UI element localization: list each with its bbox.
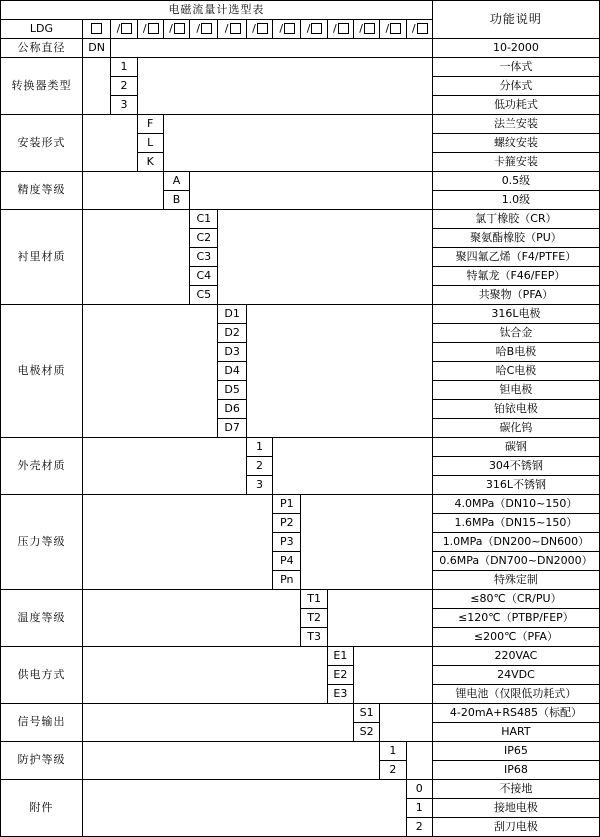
spacer-right [111, 39, 433, 58]
desc-cell: 聚氨酯橡胶（PU） [432, 229, 599, 248]
desc-cell: 不接地 [432, 780, 599, 799]
model-box-0 [82, 20, 110, 39]
desc-cell: 哈B电极 [432, 343, 599, 362]
spacer-left [82, 590, 301, 647]
table-row [1, 438, 600, 457]
spacer-left [82, 305, 218, 438]
model-box-3: / [163, 20, 189, 39]
spacer-left [82, 172, 163, 210]
code-cell[interactable]: P4 [273, 552, 301, 571]
row-label: 信号输出 [1, 704, 83, 742]
row-label: 安装形式 [1, 115, 83, 172]
desc-cell: 304不锈钢 [432, 457, 599, 476]
spacer-left [82, 210, 189, 305]
table-row [1, 495, 600, 514]
desc-cell: 10-2000 [432, 39, 599, 58]
code-cell[interactable]: A [163, 172, 189, 191]
code-cell[interactable]: K [137, 153, 163, 172]
spacer-left [82, 438, 246, 495]
row-label: 公称直径 [1, 39, 83, 58]
spacer-right [406, 742, 432, 780]
spacer-left [82, 647, 327, 704]
table-row [1, 58, 600, 77]
spacer-right [163, 115, 432, 172]
table-row [1, 780, 600, 799]
model-box-6: / [246, 20, 272, 39]
desc-cell: 0.5级 [432, 172, 599, 191]
code-cell[interactable]: S2 [353, 723, 379, 742]
desc-cell: 1.0MPa（DN200~DN600） [432, 533, 599, 552]
table-row [1, 590, 600, 609]
code-cell[interactable]: 2 [380, 761, 406, 780]
model-box-4: / [190, 20, 218, 39]
table-row [1, 305, 600, 324]
table-row [1, 115, 600, 134]
code-cell[interactable]: C4 [190, 267, 218, 286]
desc-cell: 220VAC [432, 647, 599, 666]
table-row [1, 39, 600, 58]
spacer-right [137, 58, 432, 115]
spacer-left [82, 495, 272, 590]
model-box-9: / [327, 20, 353, 39]
code-cell[interactable]: 3 [111, 96, 137, 115]
spacer-right [327, 590, 432, 647]
row-label: 防护等级 [1, 742, 83, 780]
spacer-right [190, 172, 433, 210]
desc-cell: 共聚物（PFA） [432, 286, 599, 305]
desc-cell: 碳钢 [432, 438, 599, 457]
model-box-8: / [301, 20, 327, 39]
code-cell[interactable]: D5 [218, 381, 246, 400]
code-cell[interactable]: T2 [301, 609, 327, 628]
desc-cell: 0.6MPa（DN700~DN2000） [432, 552, 599, 571]
code-cell[interactable]: D7 [218, 419, 246, 438]
desc-cell: 法兰安装 [432, 115, 599, 134]
title-row [1, 1, 600, 20]
desc-cell: ≤200℃（PFA） [432, 628, 599, 647]
desc-cell: 锂电池（仅限低功耗式） [432, 685, 599, 704]
spacer-left [82, 115, 137, 172]
code-cell[interactable]: E1 [327, 647, 353, 666]
desc-cell: 刮刀电极 [432, 818, 599, 837]
desc-cell: 一体式 [432, 58, 599, 77]
table-row [1, 172, 600, 191]
desc-cell: 钽电极 [432, 381, 599, 400]
spacer-right [353, 647, 432, 704]
desc-cell: IP68 [432, 761, 599, 780]
row-label: 精度等级 [1, 172, 83, 210]
desc-cell: 24VDC [432, 666, 599, 685]
desc-cell: 铂铱电极 [432, 400, 599, 419]
desc-cell: 特殊定制 [432, 571, 599, 590]
desc-cell: 316L不锈钢 [432, 476, 599, 495]
desc-cell: 哈C电极 [432, 362, 599, 381]
desc-cell: 钛合金 [432, 324, 599, 343]
desc-cell: 聚四氟乙烯（F4/PTFE） [432, 248, 599, 267]
spacer-left [82, 704, 353, 742]
code-cell[interactable]: 3 [246, 476, 272, 495]
spacer-left [82, 780, 406, 837]
code-cell[interactable]: F [137, 115, 163, 134]
table-row [1, 742, 600, 761]
model-box-1: / [111, 20, 137, 39]
model-box-10: / [353, 20, 379, 39]
desc-cell: 螺纹安装 [432, 134, 599, 153]
code-cell[interactable]: 1 [111, 58, 137, 77]
desc-cell: 碳化钨 [432, 419, 599, 438]
code-cell[interactable]: C3 [190, 248, 218, 267]
code-cell[interactable]: DN [82, 39, 110, 58]
code-cell[interactable]: P1 [273, 495, 301, 514]
row-label: 供电方式 [1, 647, 83, 704]
table-row [1, 210, 600, 229]
spacer-right [301, 495, 432, 590]
row-label: 转换器类型 [1, 58, 83, 115]
row-label: 附件 [1, 780, 83, 837]
desc-cell: 4-20mA+RS485（标配） [432, 704, 599, 723]
code-cell[interactable]: D2 [218, 324, 246, 343]
page-title: 电磁流量计选型表 [1, 1, 433, 20]
code-cell[interactable]: C2 [190, 229, 218, 248]
desc-cell: 分体式 [432, 77, 599, 96]
model-box-7: / [273, 20, 301, 39]
row-label: 衬里材质 [1, 210, 83, 305]
spacer-right [246, 305, 432, 438]
desc-cell: 316L电极 [432, 305, 599, 324]
code-cell[interactable]: D3 [218, 343, 246, 362]
code-cell[interactable]: 2 [246, 457, 272, 476]
model-prefix: LDG [1, 20, 83, 39]
desc-cell: 1.6MPa（DN15~150） [432, 514, 599, 533]
table-row [1, 647, 600, 666]
row-label: 电极材质 [1, 305, 83, 438]
spacer-right [380, 704, 433, 742]
model-box-11: / [380, 20, 406, 39]
desc-cell: 4.0MPa（DN10~150） [432, 495, 599, 514]
code-cell[interactable]: S1 [353, 704, 379, 723]
code-cell[interactable]: B [163, 191, 189, 210]
spacer-left [82, 742, 379, 780]
code-cell[interactable]: 0 [406, 780, 432, 799]
model-box-2: / [137, 20, 163, 39]
spacer-left [82, 58, 110, 115]
code-cell[interactable]: T1 [301, 590, 327, 609]
code-cell[interactable]: C1 [190, 210, 218, 229]
code-cell[interactable]: C5 [190, 286, 218, 305]
code-cell[interactable]: 2 [406, 818, 432, 837]
model-box-5: / [218, 20, 246, 39]
desc-cell: 1.0级 [432, 191, 599, 210]
code-cell[interactable]: D6 [218, 400, 246, 419]
code-cell[interactable]: P3 [273, 533, 301, 552]
code-cell[interactable]: E2 [327, 666, 353, 685]
desc-cell: 特氟龙（F46/FEP） [432, 267, 599, 286]
model-box-12: / [406, 20, 432, 39]
row-label: 外壳材质 [1, 438, 83, 495]
desc-cell: 氯丁橡胶（CR） [432, 210, 599, 229]
code-cell[interactable]: 1 [246, 438, 272, 457]
row-label: 温度等级 [1, 590, 83, 647]
code-cell[interactable]: D4 [218, 362, 246, 381]
desc-cell: IP65 [432, 742, 599, 761]
row-label: 压力等级 [1, 495, 83, 590]
code-cell[interactable]: 1 [406, 799, 432, 818]
code-cell[interactable]: D1 [218, 305, 246, 324]
desc-cell: ≤80℃（CR/PU） [432, 590, 599, 609]
spacer-right [273, 438, 433, 495]
code-cell[interactable]: Pn [273, 571, 301, 590]
code-cell[interactable]: 2 [111, 77, 137, 96]
table-row [1, 704, 600, 723]
desc-cell: HART [432, 723, 599, 742]
code-cell[interactable]: L [137, 134, 163, 153]
desc-cell: 卡箍安装 [432, 153, 599, 172]
desc-cell: 低功耗式 [432, 96, 599, 115]
code-cell[interactable]: E3 [327, 685, 353, 704]
spacer-right [218, 210, 432, 305]
code-cell[interactable]: T3 [301, 628, 327, 647]
function-desc-header: 功能说明 [432, 1, 599, 39]
code-cell[interactable]: 1 [380, 742, 406, 761]
desc-cell: 接地电极 [432, 799, 599, 818]
code-cell[interactable]: P2 [273, 514, 301, 533]
desc-cell: ≤120℃（PTBP/FEP） [432, 609, 599, 628]
